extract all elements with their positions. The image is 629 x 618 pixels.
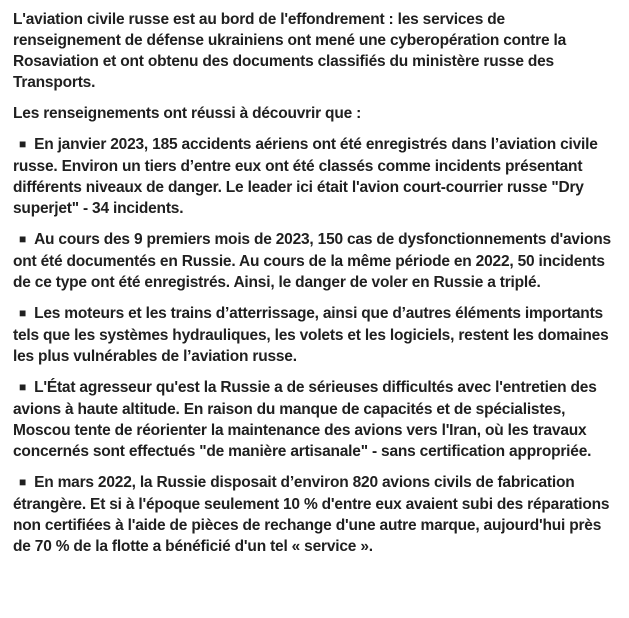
finding-text: En janvier 2023, 185 accidents aériens ont été enregistrés dans l’aviation civile russe. Environ un tiers d’entre eux ont été classés comme incidents présentant différents niveaux de danger. Le leader ici était l'avion court-courrier russe "Dry superjet" - 34 incidents. [13, 136, 598, 217]
finding-item [13, 377, 616, 462]
finding-item [13, 229, 616, 293]
lead-line: Les renseignements ont réussi à découvrir que : [13, 105, 362, 122]
finding-item [13, 472, 616, 557]
bullet-square-icon: ■ [19, 137, 27, 151]
bullet-square-icon: ■ [19, 380, 27, 394]
finding-text: Les moteurs et les trains d’atterrissage, ainsi que d’autres éléments importants tels que les systèmes hydrauliques, les volets et les logiciels, restent les domaines les plus vulnérables de l’aviation russe. [13, 305, 609, 365]
finding-item [13, 134, 616, 219]
finding-text: Au cours des 9 premiers mois de 2023, 150 cas de dysfonctionnements d'avions ont été documentés en Russie. Au cours de la même période en 2022, 50 incidents de ce type ont été enregistrés. Ainsi, le danger de voler en Russie a triplé. [13, 231, 611, 291]
bullet-square-icon: ■ [19, 232, 27, 246]
finding-text: L'État agresseur qu'est la Russie a de sérieuses difficultés avec l'entretien des avions à haute altitude. En raison du manque de capacités et de spécialistes, Moscou tente de réorienter la maintenance des avions vers l'Iran, où les travaux concernés sont effectués "de manière artisanale" - sans certification appropriée. [13, 379, 597, 460]
finding-text: En mars 2022, la Russie disposait d’environ 820 avions civils de fabrication étrangère. Et si à l'époque seulement 10 % d'entre eux avaient subi des réparations non certifiées à l'aide de pièces de rechange d'une autre marque, aujourd'hui près de 70 % de la flotte a bénéficié d'un tel « service ». [13, 474, 610, 555]
bullet-square-icon: ■ [19, 475, 27, 489]
finding-item [13, 303, 616, 367]
bullet-square-icon: ■ [19, 306, 27, 320]
intro-paragraph: L'aviation civile russe est au bord de l'effondrement : les services de renseignement de défense ukrainiens ont mené une cyberopération contre la Rosaviation et ont obtenu des documents classifiés du ministère russe des Transports. [13, 11, 567, 91]
